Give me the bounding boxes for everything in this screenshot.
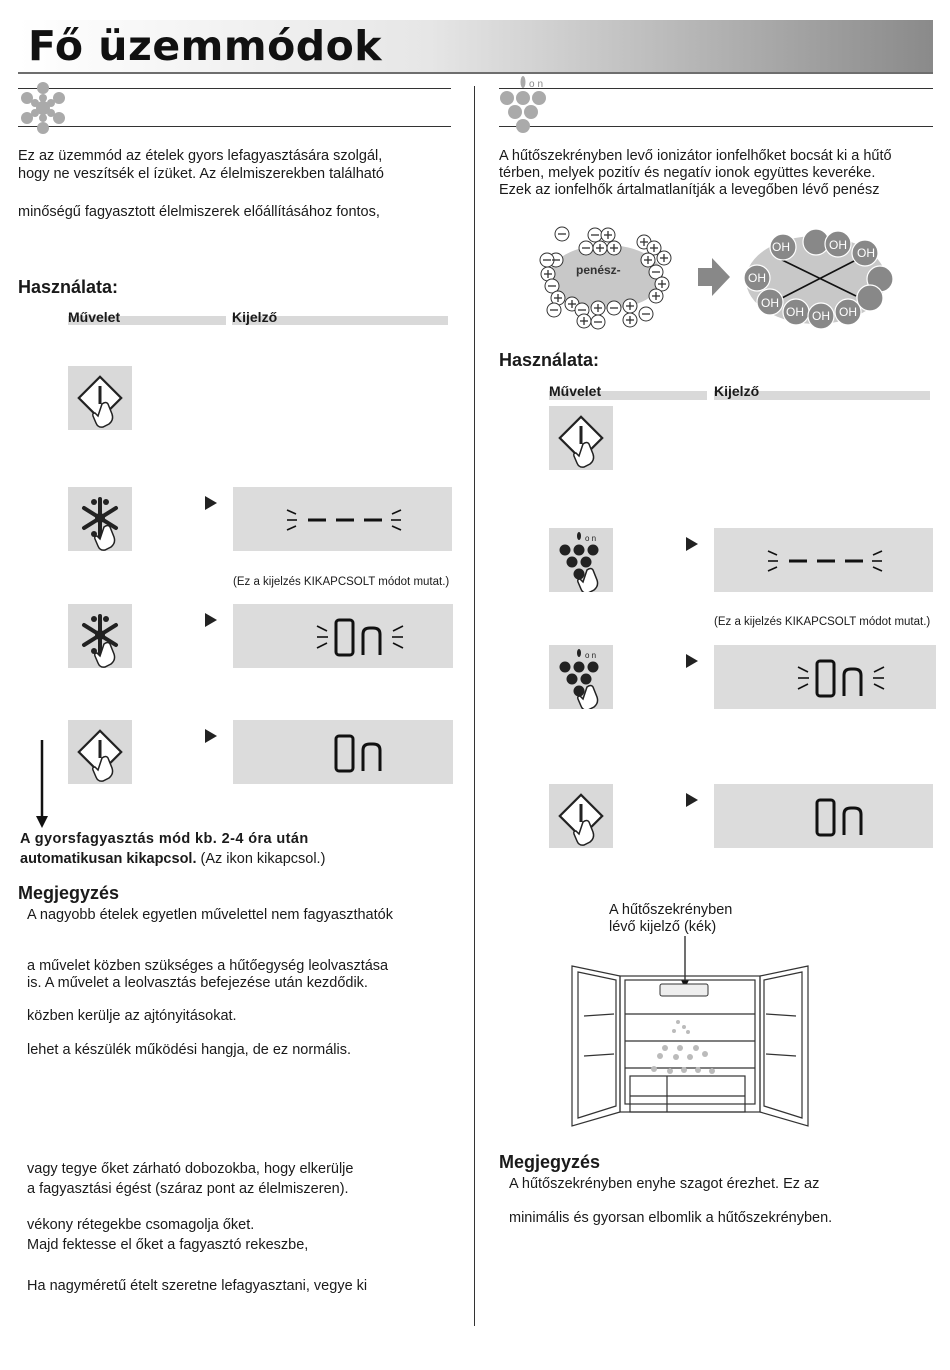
lcd-dashes [714,528,933,592]
column-divider [474,86,475,1326]
ion-intro-line: A hűtőszekrényben levő ionizátor ionfelhőket bocsát ki a hűtő [499,148,892,164]
right-header-line-top [499,88,933,89]
power-press-icon [68,720,132,784]
right-header-line-bottom [499,126,933,127]
display-off [714,528,933,592]
lcd-on [233,720,453,784]
note-line: közben kerülje az ajtónyitásokat. [27,1008,237,1024]
display-on [233,720,453,784]
oh-label: OH [748,271,766,285]
display-header: Kijelző [714,383,760,399]
note-line: minimális és gyorsan elbomlik a hűtőszekrényben. [509,1210,833,1226]
snowflake-press-icon [68,487,132,551]
mold-label: penész- [576,263,621,277]
note-line: vékony rétegekbe csomagolja őket. [27,1217,255,1233]
note-line: Ha nagyméretű ételt szeretne lefagyasztani, vegye ki [27,1278,368,1294]
svg-text:o n: o n [585,651,597,660]
fridge-caption: A hűtőszekrényben [609,902,733,918]
note-line: A hűtőszekrényben enyhe szagot érezhet. Ez az [509,1176,820,1192]
intro-line: minőségű fagyasztott élelmiszerek előállításához fontos, [18,204,380,220]
arrow-right-icon [686,793,698,807]
svg-text:o n: o n [585,534,597,543]
usage-heading: Használata: [18,277,119,297]
note-heading: Megjegyzés [499,1152,601,1172]
arrow-right-icon [205,613,217,627]
lcd-dashes [233,487,452,551]
off-caption: (Ez a kijelzés KIKAPCSOLT módot mutat.) [714,616,931,628]
oh-label: OH [857,246,875,260]
ion-label: on [529,79,547,90]
power-press-icon [549,406,613,470]
usage-heading: Használata: [499,350,600,370]
power-button[interactable] [549,406,613,470]
power-press-icon [68,366,132,430]
display-on-blinking [233,604,453,668]
arrow-right-icon [205,496,217,510]
snowflake-icon [18,80,68,136]
oh-label: OH [772,240,790,254]
note-line: vagy tegye őket zárható dobozokba, hogy elkerülje [27,1161,354,1177]
note-line: a művelet közben szükséges a hűtőegység leolvasztása [27,958,389,974]
intro-line: hogy ne veszítsék el ízüket. Az élelmiszerekben található [18,166,384,182]
arrow-right-icon [686,654,698,668]
power-button[interactable] [68,720,132,784]
left-header-line-top [18,88,451,89]
oh-label: OH [786,305,804,319]
display-on [714,784,933,848]
note-line: A nagyobb ételek egyetlen művelettel nem fagyaszthatók [27,907,393,923]
fridge-caption: lévő kijelző (kék) [609,919,717,935]
oh-label: OH [829,238,847,252]
page-title: Fő üzemmódok [28,22,383,70]
display-on-blinking [714,645,936,709]
ion-press-icon [549,528,613,592]
operation-header: Művelet [549,383,602,399]
snowflake-press-icon [68,604,132,668]
oh-label: OH [761,296,779,310]
ion-button[interactable] [549,528,613,592]
auto-off-line1: A gyorsfagyasztás mód kb. 2-4 óra után [20,831,309,847]
oh-label: OH [812,309,830,323]
operation-header: Művelet [68,309,121,325]
oh-label: OH [839,305,857,319]
ion-intro-line: térben, melyek pozitív és negatív ionok együttes keveréke. [499,165,876,181]
ion-press-icon [549,645,613,709]
left-header-line-bottom [18,126,451,127]
off-caption: (Ez a kijelzés KIKAPCSOLT módot mutat.) [233,576,450,588]
lcd-on-blink [714,645,936,709]
quick-freeze-button[interactable] [68,604,132,668]
quick-freeze-button[interactable] [68,487,132,551]
display-header: Kijelző [232,309,278,325]
arrow-right-icon [698,258,730,296]
page-title-bar [18,20,933,74]
note-line: Majd fektesse el őket a fagyasztó rekeszbe, [27,1237,309,1253]
auto-off-bold: automatikusan kikapcsol. [20,851,197,867]
ion-button[interactable] [549,645,613,709]
note-line: lehet a készülék működési hangja, de ez normális. [27,1042,352,1058]
auto-off-tail: (Az ikon kikapcsol.) [196,851,326,867]
arrow-right-icon [205,729,217,743]
lcd-on [714,784,933,848]
note-line: is. A művelet a leolvasztás befejezése után kezdődik. [27,975,368,991]
display-off [233,487,452,551]
auto-off-line2 [20,851,325,868]
power-button[interactable] [68,366,132,430]
fridge-illustration [570,936,810,1130]
intro-line: Ez az üzemmód az ételek gyors lefagyasztására szolgál, [18,148,383,164]
power-button[interactable] [549,784,613,848]
arrow-right-icon [686,537,698,551]
note-heading: Megjegyzés [18,883,120,903]
power-press-icon [549,784,613,848]
down-arrow-icon [34,740,50,830]
lcd-on-blink [233,604,453,668]
note-line: a fagyasztási égést (száraz pont az élelmiszeren). [27,1181,349,1197]
ion-intro-line: Ezek az ionfelhők ártalmatlanítják a levegőben lévő penész [499,182,880,198]
